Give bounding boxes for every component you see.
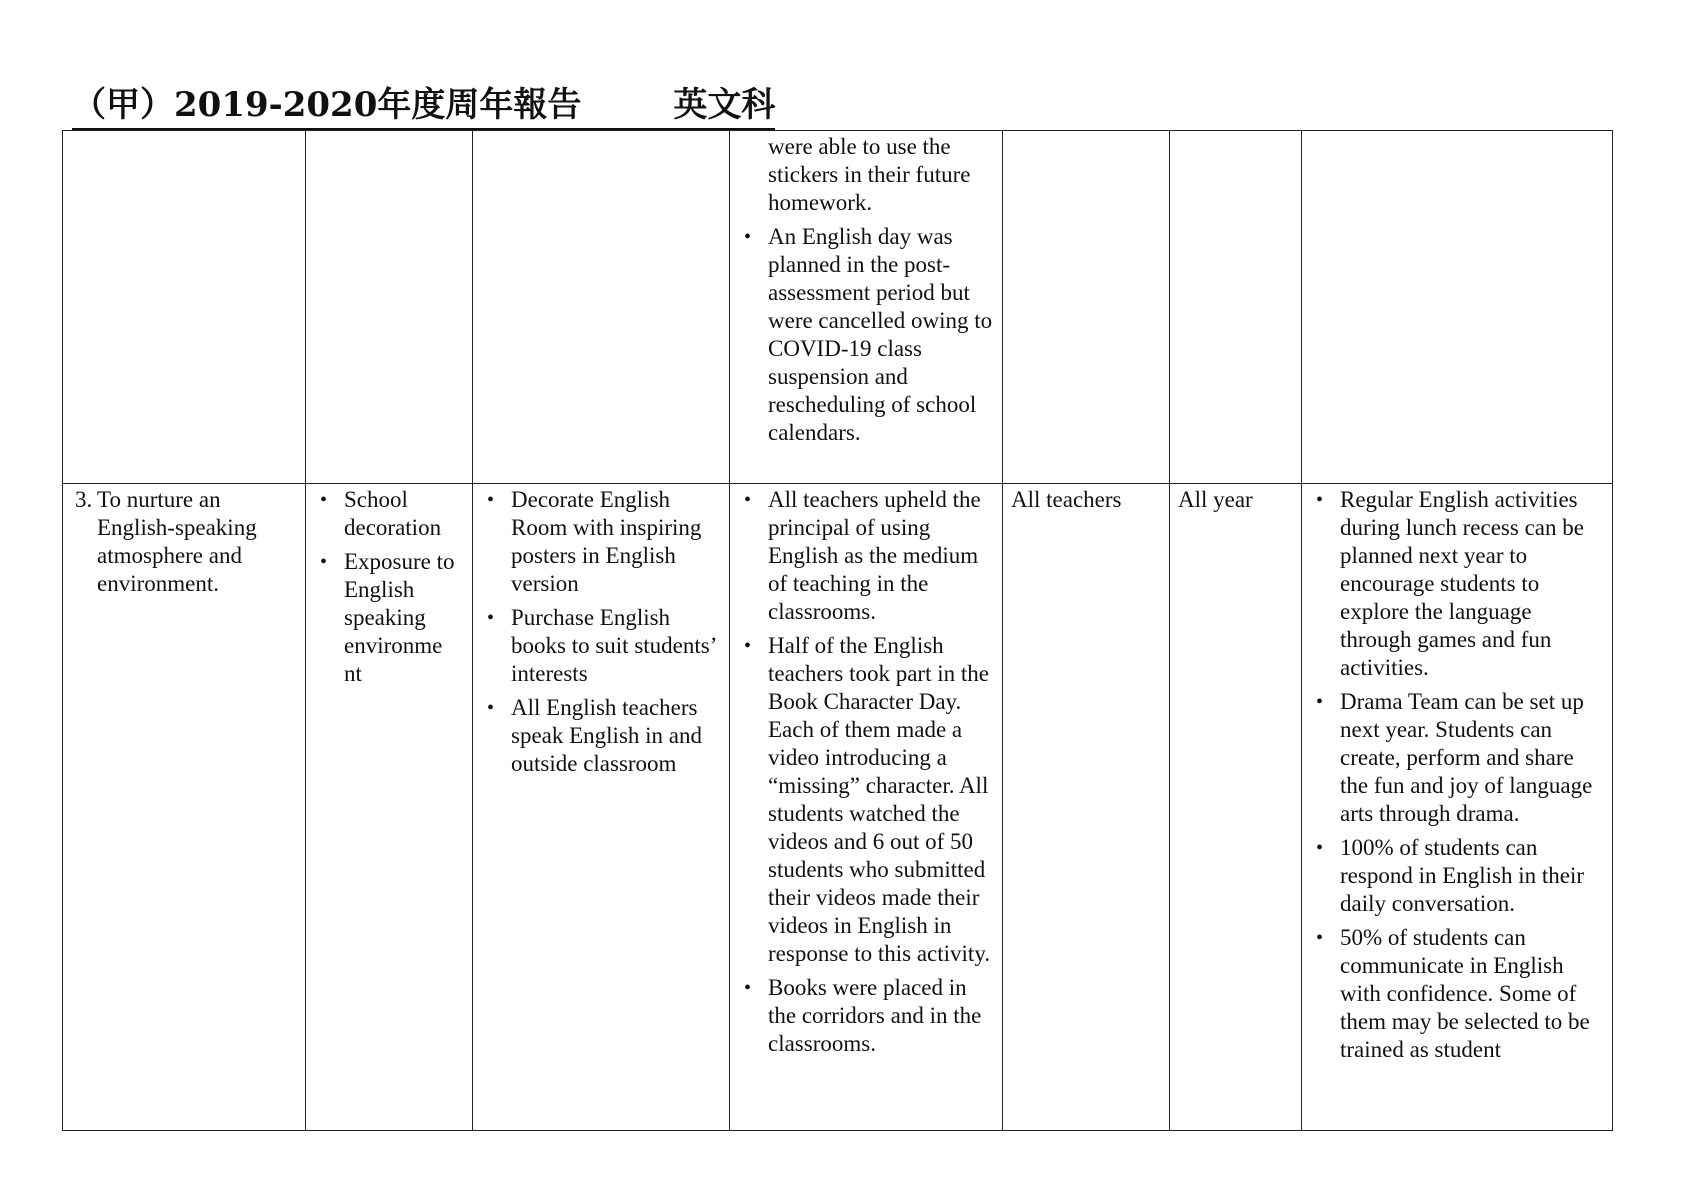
cell-responsible: All teachers	[1003, 484, 1170, 1131]
cell-reflection	[1302, 484, 1613, 1131]
list-item: • 50% of students can communicate in English with confidence. Some of them may be selected to be trained as student	[1310, 924, 1604, 1064]
list-item: • Half of the English teachers took part in the Book Character Day. Each of them made a video introducing a “missing” character. All students watched the videos and 6 out of 50 students who submitted their videos made their videos in English in response to this activity.	[738, 632, 994, 968]
list-item: • Decorate English Room with inspiring posters in English version	[481, 486, 721, 598]
strategies-list	[481, 486, 721, 778]
cell-target	[63, 484, 306, 1131]
target-number: 3.	[75, 487, 93, 512]
list-item: • All teachers upheld the principal of using English as the medium of teaching in the classrooms.	[738, 486, 994, 626]
cell-target-continued	[63, 131, 306, 484]
list-item: • Drama Team can be set up next year. Students can create, perform and share the fun and joy of language arts through drama.	[1310, 688, 1604, 828]
table-row-3	[63, 484, 1613, 1131]
cell-responsible-continued	[1003, 131, 1170, 484]
cell-focus	[306, 484, 473, 1131]
list-item: • Books were placed in the corridors and in the classrooms.	[738, 974, 994, 1058]
report-table	[62, 130, 1613, 1131]
list-item: • School decoration	[314, 486, 464, 542]
cell-achievements-continued	[730, 131, 1003, 484]
list-item: • Exposure to English speaking environme nt	[314, 548, 464, 688]
cell-focus-continued	[306, 131, 473, 484]
target-item	[71, 486, 297, 598]
reflection-list	[1310, 486, 1604, 1064]
list-item: were able to use the stickers in their future homework.	[768, 134, 971, 215]
target-text: To nurture an English-speaking atmosphere and environment.	[97, 487, 257, 596]
list-item: • Regular English activities during lunch recess can be planned next year to encourage students to explore the language through games and fun activities.	[1310, 486, 1604, 682]
report-title: （甲）2019-2020年度周年報告	[72, 85, 582, 125]
list-item: • 100% of students can respond in English in their daily conversation.	[1310, 834, 1604, 918]
list-item: • Purchase English books to suit students’ interests	[481, 604, 721, 688]
list-item: • An English day was planned in the post-assessment period but were cancelled owing to COVID-19 class suspension and rescheduling of school calendars.	[738, 223, 994, 447]
subject-title: 英文科	[673, 85, 776, 125]
focus-list	[314, 486, 464, 688]
achievements-continued-list	[738, 133, 994, 447]
table-row-continued	[63, 131, 1613, 484]
page-title	[72, 82, 775, 130]
cell-strategies-continued	[473, 131, 730, 484]
achievements-list	[738, 486, 994, 1058]
cell-reflection-continued	[1302, 131, 1613, 484]
cell-achievements	[730, 484, 1003, 1131]
cell-time: All year	[1170, 484, 1302, 1131]
cell-time-continued	[1170, 131, 1302, 484]
cell-strategies	[473, 484, 730, 1131]
list-item: • All English teachers speak English in and outside classroom	[481, 694, 721, 778]
